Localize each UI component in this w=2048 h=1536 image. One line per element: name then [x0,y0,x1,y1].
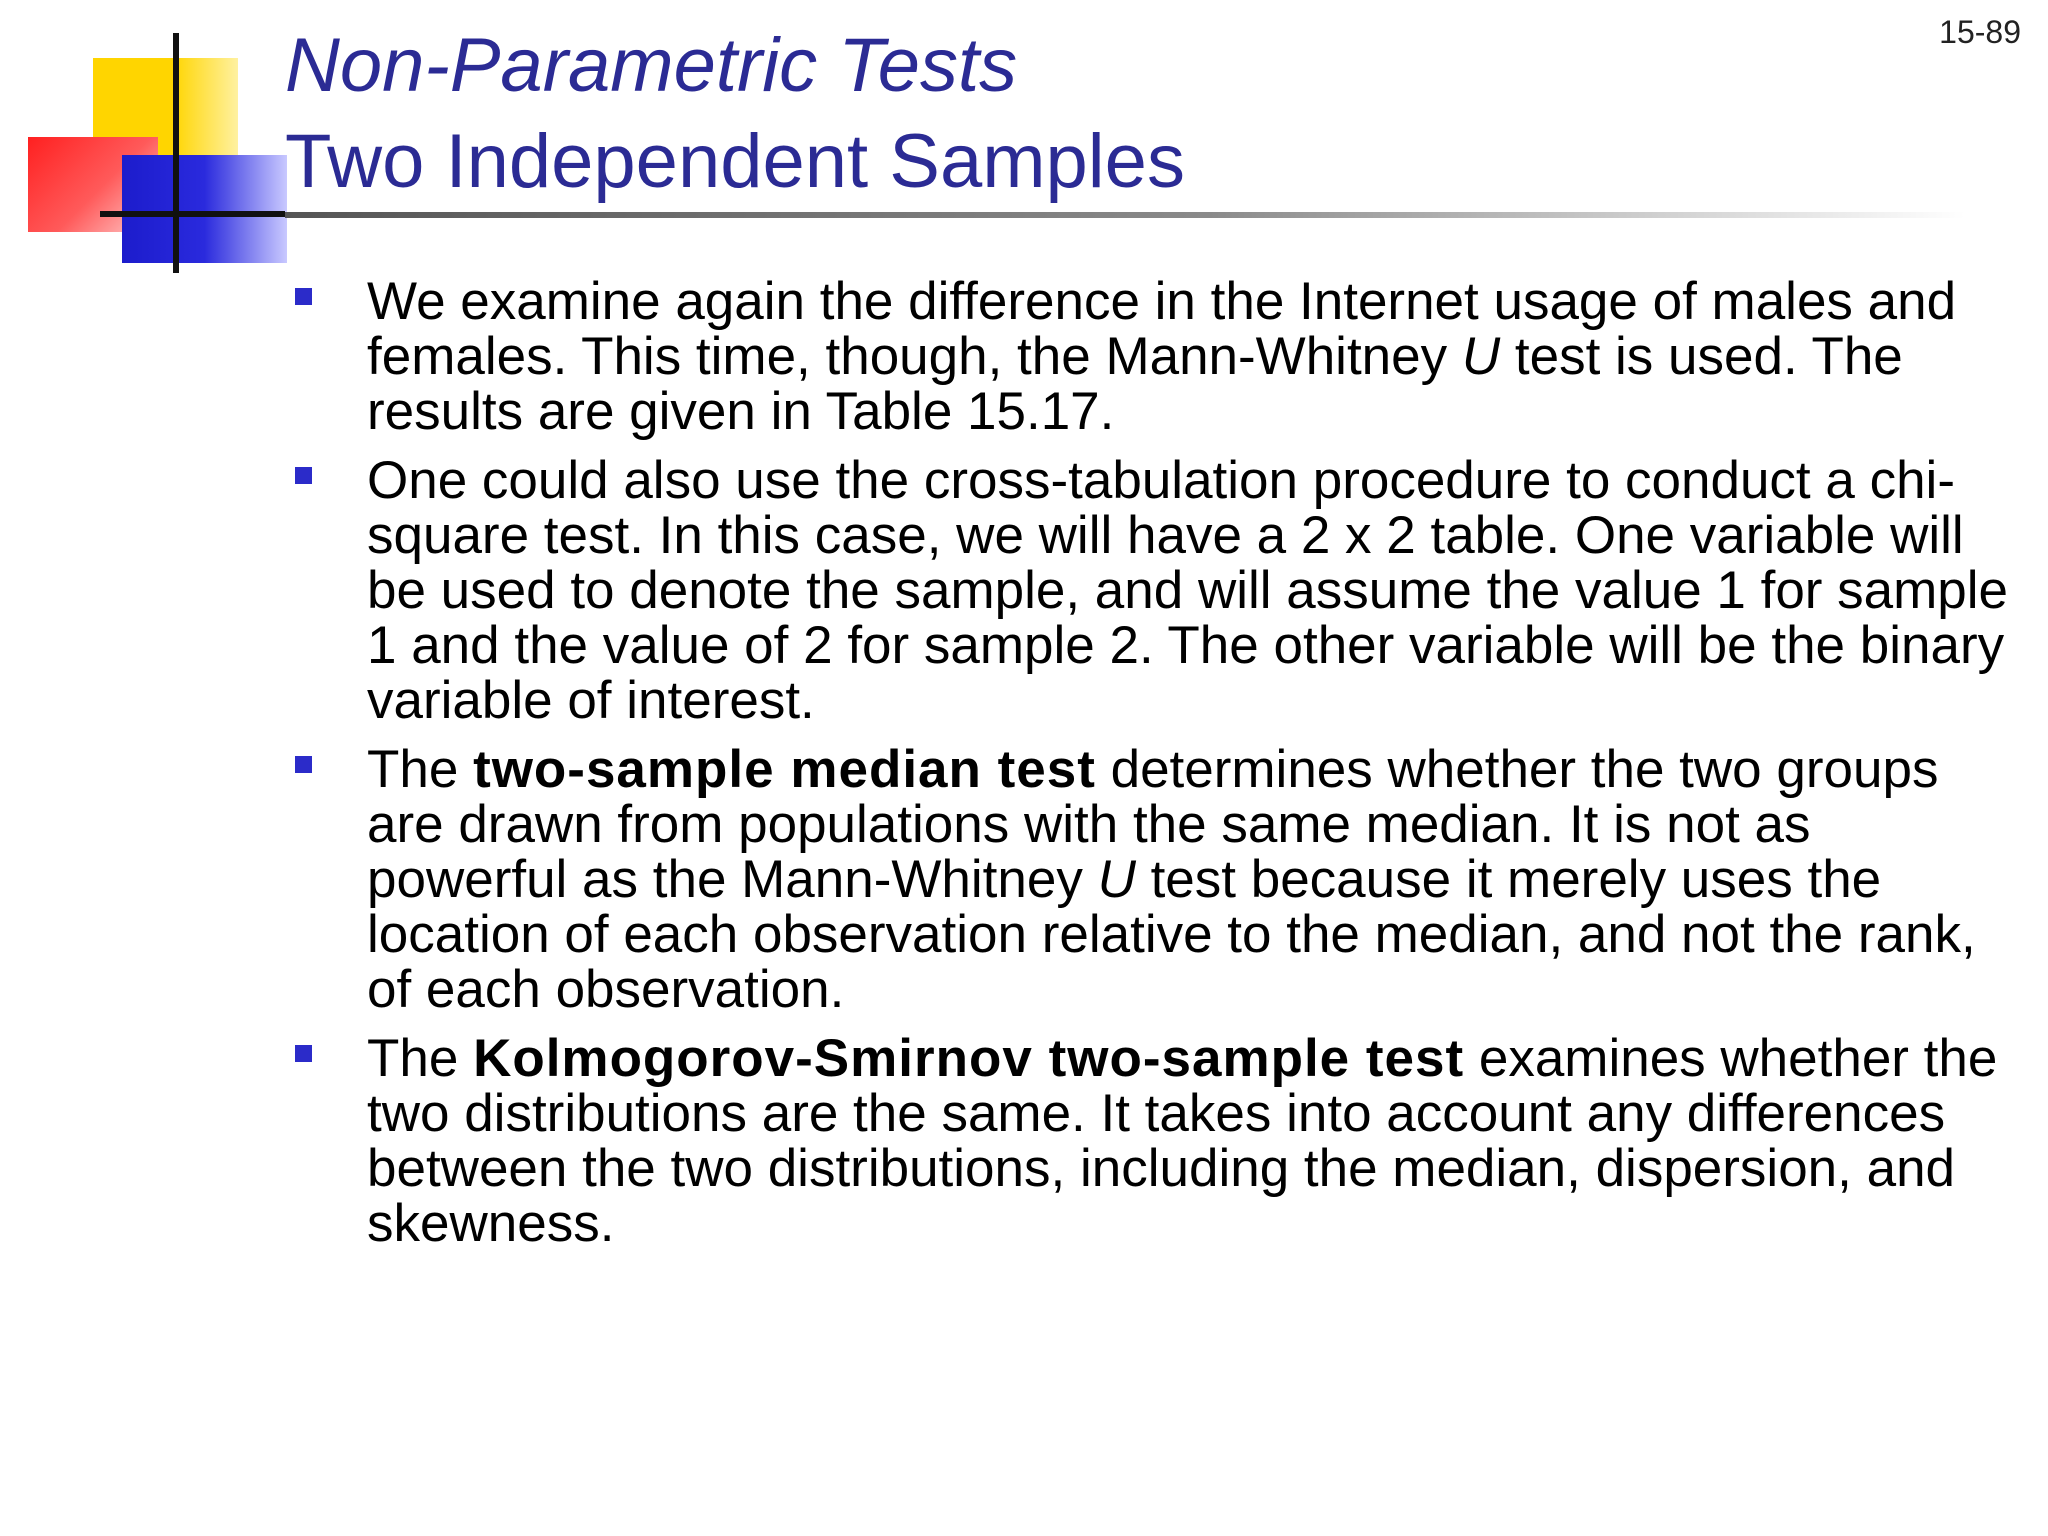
bullet-text: test is used. The results are given in Table 15.17. [367,327,1903,441]
bullet-text: The [367,740,474,799]
bullet-text: test because it merely uses the location of each observation relative to the median, and not the rank, of each observation. [367,850,1976,1019]
logo-horizontal-bar [100,211,285,217]
logo-blue-square [122,155,287,263]
bullet-item-chi-square [290,453,2020,728]
title-divider [285,212,1965,218]
bullet-text: One could also use the cross-tabulation procedure to conduct a chi-square test. In this case, we will have a 2 x 2 table. One variable will be used to denote the sample, and will assume the value 1 for sample 1 and the value of 2 for sample 2. The other variable will be the binary variable of interest. [367,451,2009,730]
decorative-logo [0,0,290,280]
bullet-text-italic-u: U [1097,850,1136,909]
bullet-item-kolmogorov-smirnov [290,1031,2020,1251]
bullet-text-italic-u: U [1461,327,1501,386]
title-line-2: Two Independent Samples [285,119,1185,204]
bullet-text: determines whether the two groups are drawn from populations with the same median. It is not as powerful as the Mann-Whitney [367,740,1939,909]
bullet-text: examines whether the two distributions are the same. It takes into account any differences between the two distributions, including the median, dispersion, and skewness. [367,1029,1998,1253]
bullet-text: We examine again the difference in the Internet usage of males and females. This time, though, the Mann-Whitney [367,272,1957,386]
page-number: 15-89 [1939,14,2021,50]
square-bullet-icon [295,467,312,484]
bullet-term-bold: Kolmogorov-Smirnov two-sample test [473,1029,1465,1088]
slide-title [285,18,1185,210]
bullet-term-bold: two-sample median test [473,740,1096,799]
bullet-item-median-test [290,742,2020,1017]
square-bullet-icon [295,288,312,305]
square-bullet-icon [295,1045,312,1062]
title-line-1: Non-Parametric Tests [285,23,1018,108]
square-bullet-icon [295,756,312,773]
bullet-text: The [367,1029,474,1088]
bullet-list [290,274,2020,1265]
logo-vertical-bar [173,33,179,273]
bullet-item-mann-whitney [290,274,2020,439]
